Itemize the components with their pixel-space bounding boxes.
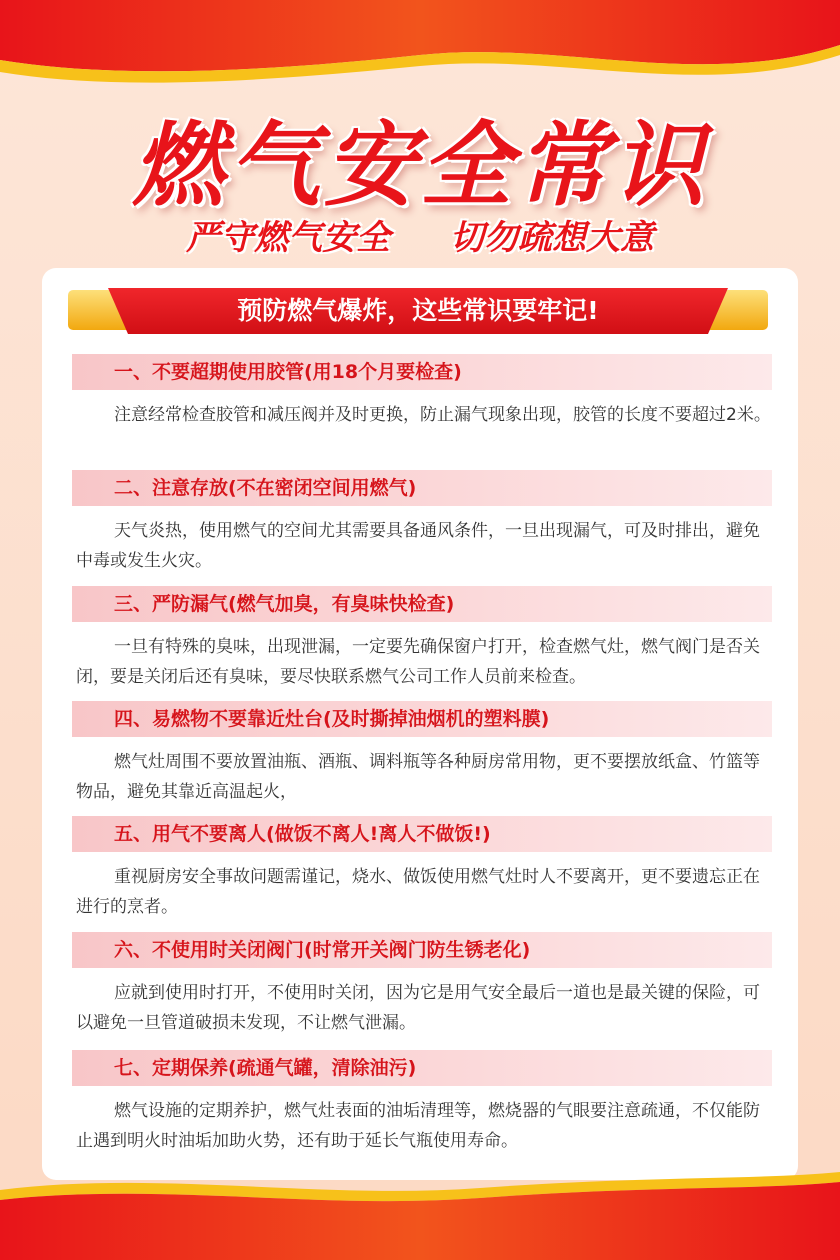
section-3 bbox=[72, 586, 772, 692]
section-body: 燃气设施的定期养护，燃气灶表面的油垢清理等，燃烧器的气眼要注意疏通，不仅能防止遇到明火时油垢加助火势，还有助于延长气瓶使用寿命。 bbox=[76, 1101, 760, 1151]
section-banner bbox=[68, 288, 768, 334]
section-body: 燃气灶周围不要放置油瓶、酒瓶、调料瓶等各种厨房常用物，更不要摆放纸盒、竹篮等物品，避免其靠近高温起火， bbox=[76, 752, 760, 802]
section-body: 一旦有特殊的臭味，出现泄漏，一定要先确保窗户打开，检查燃气灶，燃气阀门是否关闭，要是关闭后还有臭味，要尽快联系燃气公司工作人员前来检查。 bbox=[76, 637, 760, 687]
section-body: 重视厨房安全事故问题需谨记，烧水、做饭使用燃气灶时人不要离开，更不要遗忘正在进行的烹者。 bbox=[76, 867, 760, 917]
section-1 bbox=[72, 354, 772, 430]
section-heading: 一、不要超期使用胶管(用18个月要检查) bbox=[72, 354, 772, 390]
banner-text: 预防燃气爆炸，这些常识要牢记! bbox=[237, 296, 599, 325]
subtitle-part-1: 严守燃气安全 bbox=[186, 218, 391, 258]
section-5 bbox=[72, 816, 772, 922]
subtitle-part-2: 切勿疏想大意 bbox=[449, 218, 654, 258]
section-body: 天气炎热，使用燃气的空间尤其需要具备通风条件，一旦出现漏气，可及时排出，避免中毒或发生火灾。 bbox=[76, 521, 760, 571]
page-subtitle bbox=[0, 210, 840, 259]
section-heading: 四、易燃物不要靠近灶台(及时撕掉油烟机的塑料膜) bbox=[72, 701, 772, 737]
section-heading: 六、不使用时关闭阀门(时常开关阀门防生锈老化) bbox=[72, 932, 772, 968]
section-4 bbox=[72, 701, 772, 807]
section-body: 注意经常检查胶管和减压阀并及时更换，防止漏气现象出现，胶管的长度不要超过2米。 bbox=[114, 405, 771, 425]
page-title: 燃气安全常识 bbox=[131, 112, 708, 219]
section-heading: 五、用气不要离人(做饭不离人!离人不做饭!) bbox=[72, 816, 772, 852]
section-heading: 三、严防漏气(燃气加臭，有臭味快检查) bbox=[72, 586, 772, 622]
section-7 bbox=[72, 1050, 772, 1156]
bottom-wave-decoration bbox=[0, 1160, 840, 1260]
section-6 bbox=[72, 932, 772, 1038]
section-body: 应就到使用时打开，不使用时关闭，因为它是用气安全最后一道也是最关键的保险，可以避免一旦管道破损未发现，不让燃气泄漏。 bbox=[76, 983, 760, 1033]
section-heading: 七、定期保养(疏通气罐，清除油污) bbox=[72, 1050, 772, 1086]
section-2 bbox=[72, 470, 772, 576]
section-heading: 二、注意存放(不在密闭空间用燃气) bbox=[72, 470, 772, 506]
